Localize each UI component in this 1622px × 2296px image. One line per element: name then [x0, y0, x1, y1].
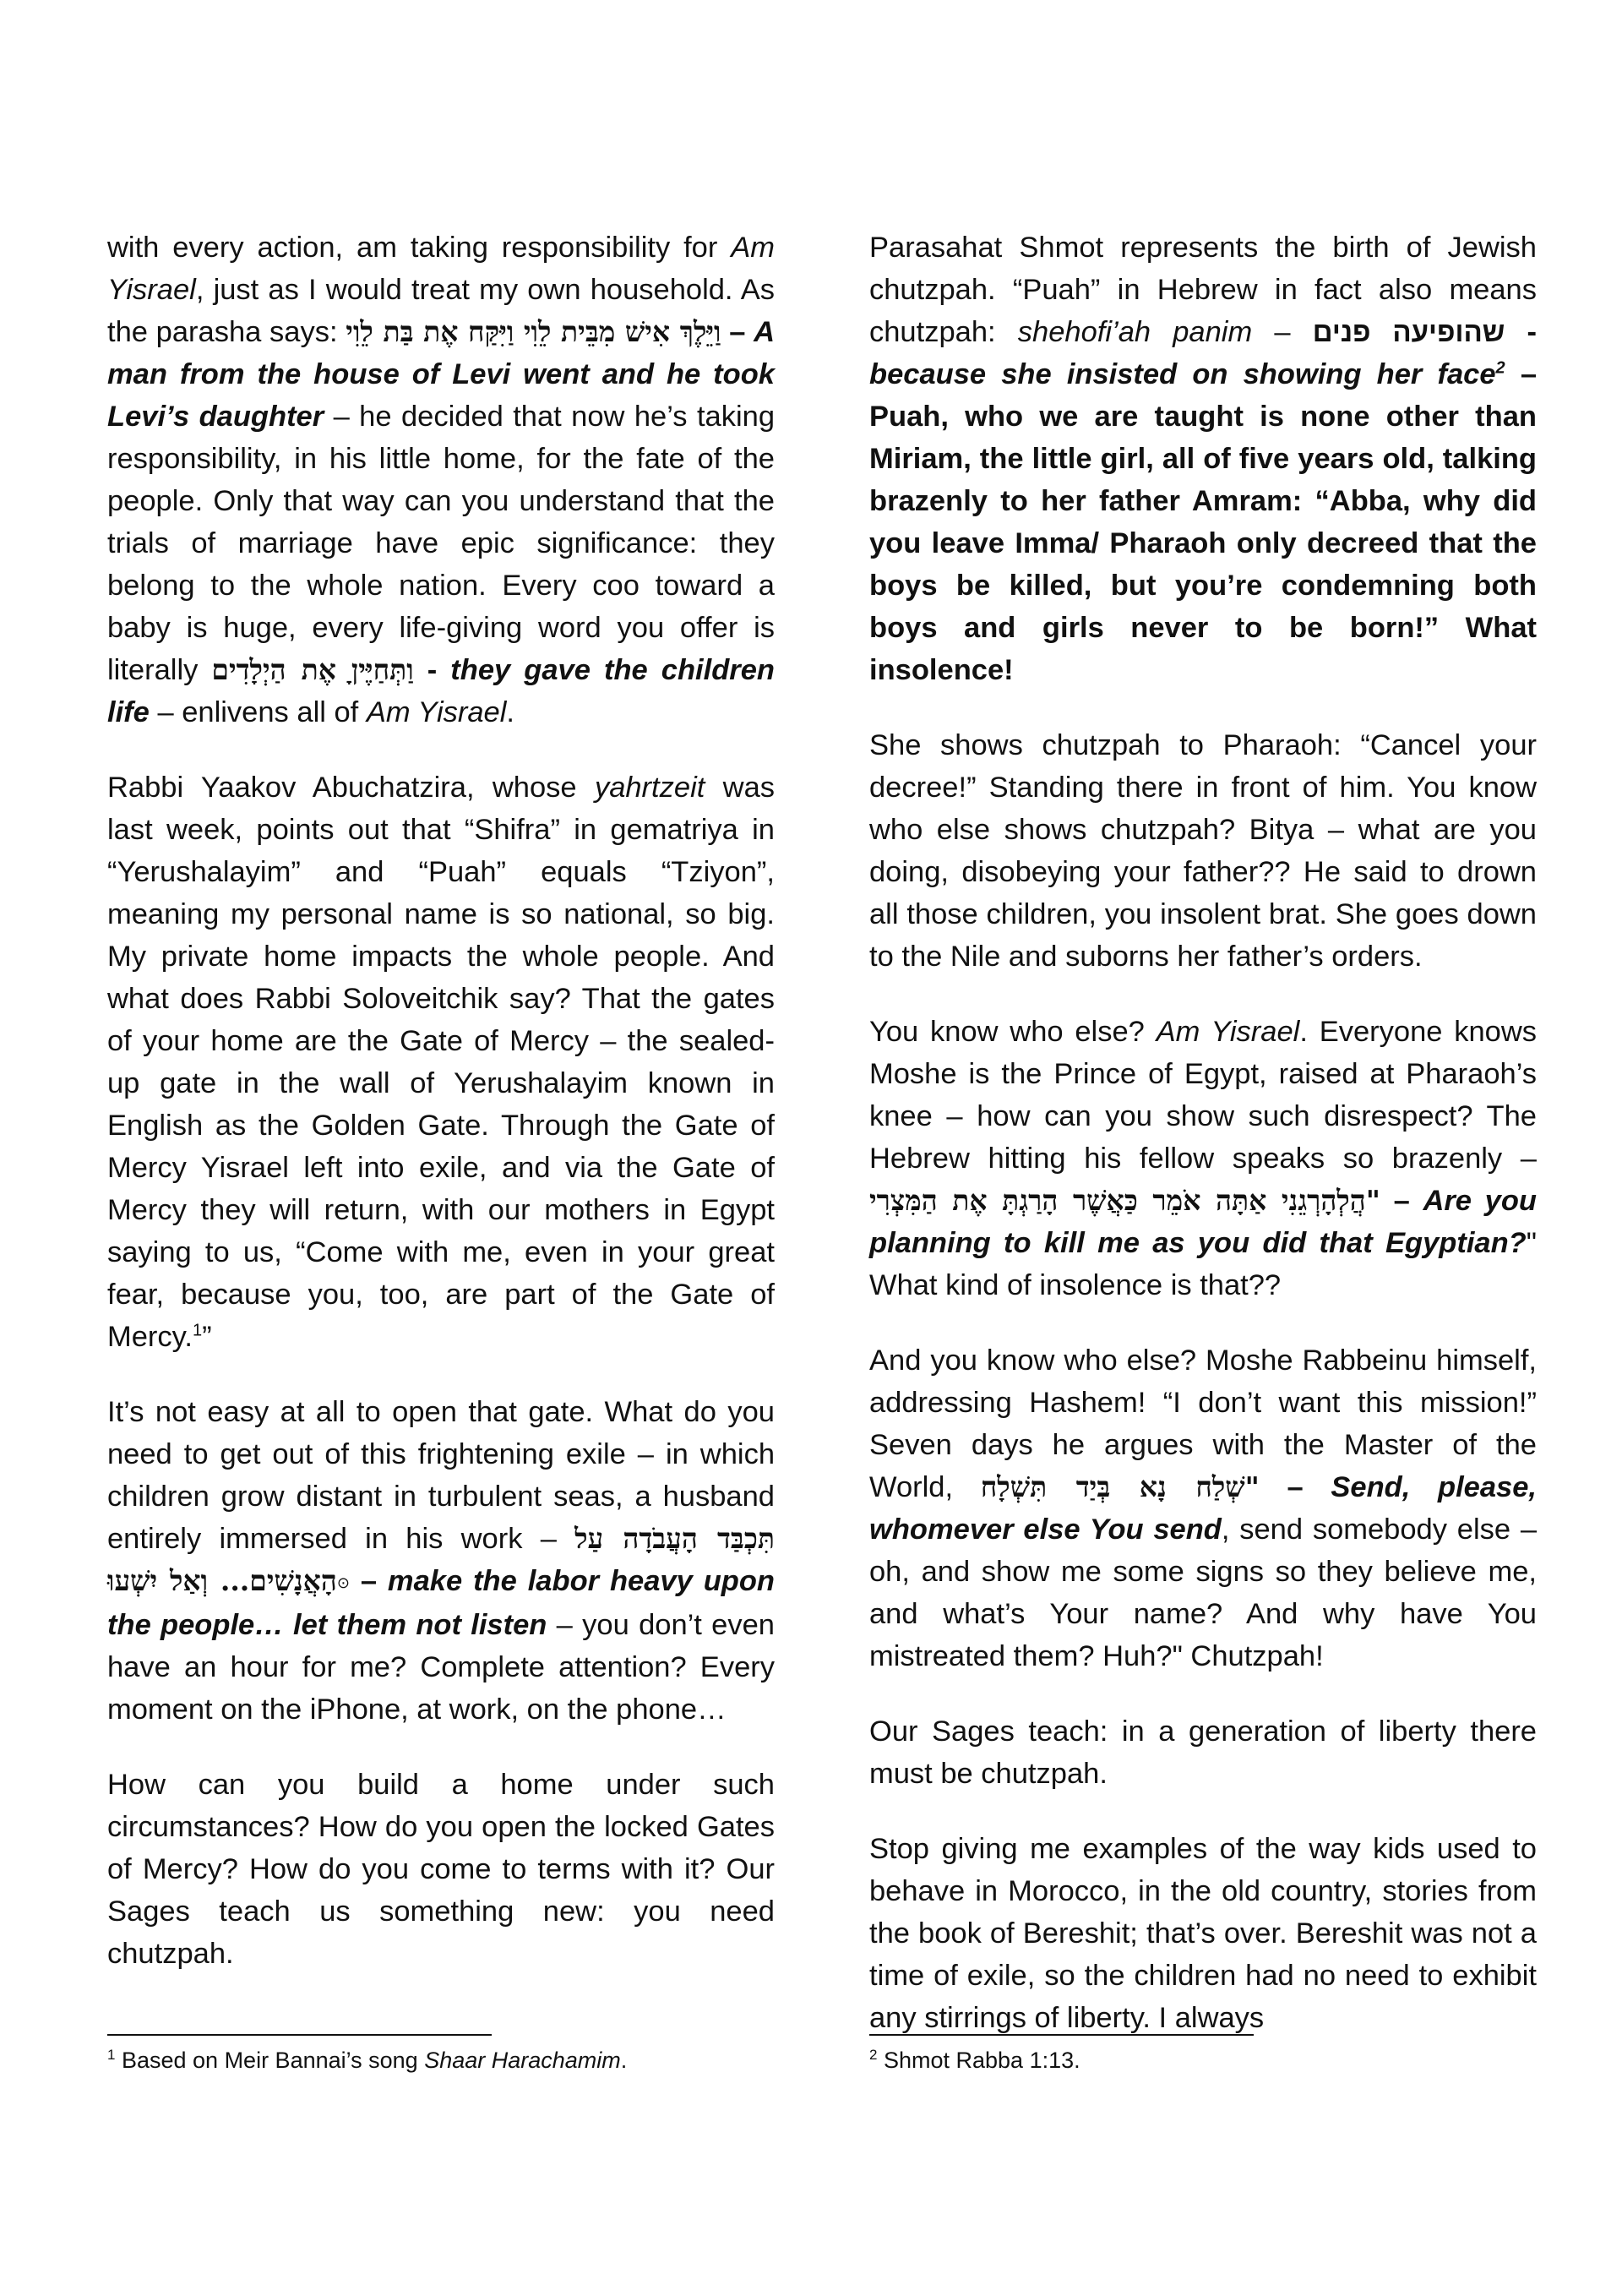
paragraph: with every action, am taking responsibility for Am Yisrael, just as I would treat my own household. As the parasha says: וַיֵּלֶךְ אִישׁ מִבֵּית לֵוִי וַיִּקַּח אֶת בַּת לֵוִי – A man from the house of Levi went and he took Levi’s daughter – he decided that now he’s taking responsibility, in his little home, for the fate of the people. Only that way can you understand that the trials of marriage have epic significance: they belong to the whole nation. Every coo toward a baby is huge, every life-giving word you offer is literally וַתְּחַיֶּיןָ אֶת הַיְלָדִים - they gave the children life – enlivens all of Am Yisrael.	[107, 232, 776, 728]
footnote-divider	[107, 2034, 492, 2036]
hebrew-quote: וַיֵּלֶךְ אִישׁ מִבֵּית לֵוִי וַיִּקַּח אֶת בַּת לֵוִי	[346, 315, 721, 348]
hebrew-quote: תִּכְבַּד הָעֲבֹדָה עַל הָאֲנָשִׁים... וְאַל יִשְׁעוּ	[107, 1522, 775, 1597]
footnote-ref[interactable]: 2	[1495, 358, 1505, 378]
circle-mark-icon: ⊙	[336, 1573, 350, 1591]
hebrew-quote: וַתְּחַיֶּיןָ אֶת הַיְלָדִים	[211, 653, 414, 686]
italic-term: shehofi’ah panim	[1017, 316, 1253, 348]
paragraph: You know who else? Am Yisrael. Everyone knows Moshe is the Prince of Egypt, raised at Pharaoh’s knee – how can you show such disrespect? The Hebrew hitting his fellow speaks so brazenly – "הֲלְהָרְגֵנִי אַתָּה אֹמֵר כַּאֲשֶׁר הָרַגְתָּ אֶת הַמִּצְרִי – Are you planning to kill me as you did that Egyptian?" What kind of insolence is that??	[869, 1016, 1538, 1301]
paragraph: It’s not easy at all to open that gate. What do you need to get out of this frightening exile – in which children grow distant in turbulent seas, a husband entirely immersed in his work – תִּכְבַּד הָעֲבֹדָה עַל הָאֲנָשִׁים... וְאַל יִשְׁעוּ⊙ – make the labor heavy upon the people… let them not listen – you don’t even have an hour for me? Complete attention? Every moment on the iPhone, at work, on the phone…	[107, 1396, 776, 1726]
italic-term: Am Yisrael	[107, 232, 775, 306]
translation: make the labor heavy upon the people… let them not listen	[107, 1565, 776, 1641]
paragraph: Stop giving me examples of the way kids used to behave in Morocco, in the old country, stories from the book of Bereshit; that’s over. Bereshit was not a time of exile, so the children had no need to exhibit any stirrings of liberty. I always	[869, 1833, 1537, 2034]
italic-term: Shaar Harachamim	[424, 2048, 621, 2073]
paragraph: And you know who else? Moshe Rabbeinu himself, addressing Hashem! “I don’t want this mission!” Seven days he argues with the Master of the World, "שְׁלַח נָא בְּיַד תִּשְׁלָח – Send, please, whomever else You send, send somebody else – oh, and show me some signs so they believe me, and what’s Your name? And why have You mistreated them? Huh?" Chutzpah!	[869, 1344, 1538, 1672]
italic-term: Am Yisrael	[366, 696, 507, 728]
footnote-number: 1	[107, 2047, 116, 2063]
italic-term: yahrtzeit	[594, 772, 705, 804]
footnote: $^1$ Based on Meir Bannai’s song Shaar Harachamim.	[107, 2047, 628, 2073]
translation: they gave the children life	[107, 654, 775, 728]
footnote-number: 2	[869, 2047, 878, 2063]
hebrew-quote: שהופיעה פנים	[1312, 316, 1505, 347]
footnote-divider	[869, 2034, 1254, 2036]
translation: because she insisted on showing her face	[869, 358, 1496, 390]
left-column	[107, 226, 775, 1975]
hebrew-quote: "שְׁלַח נָא בְּיַד תִּשְׁלָח	[980, 1470, 1260, 1503]
paragraph: Our Sages teach: in a generation of liberty there must be chutzpah.	[869, 1715, 1537, 1790]
footnote-ref[interactable]: 1	[192, 1321, 203, 1340]
paragraph: How can you build a home under such circumstances? How do you open the locked Gates of Mercy? How do you come to terms with it? Our Sages teach us something new: you need chutzpah.	[107, 1768, 775, 1970]
paragraph: Parasahat Shmot represents the birth of Jewish chutzpah. “Puah” in Hebrew in fact also means chutzpah: shehofi’ah panim – שהופיעה פנים - because she insisted on showing her face$^2$ – Puah, who we are taught is none other than Miriam, the little girl, all of five years old, talking brazenly to her father Amram: “Abba, why did you leave Imma/ Pharaoh only decreed that the boys be killed, but you’re condemning both boys and girls never to be born!” What insolence!	[869, 232, 1538, 686]
translation: Send, please, whomever else You send	[869, 1471, 1538, 1546]
translation: A man from the house of Levi went and he took Levi’s daughter	[107, 316, 776, 433]
right-column	[869, 226, 1537, 2039]
paragraph: Rabbi Yaakov Abuchatzira, whose yahrtzeit was last week, points out that “Shifra” in gematriya in “Yerushalayim” and “Puah” equals “Tziyon”, meaning my personal name is so national, so big. My private home impacts the whole people. And what does Rabbi Soloveitchik say? That the gates of your home are the Gate of Mercy – the sealed-up gate in the wall of Yerushalayim known in English as the Golden Gate. Through the Gate of Mercy Yisrael left into exile, and via the Gate of Mercy they will return, with our mothers in Egypt saying to us, “Come with me, even in your great fear, because you, too, are part of the Gate of Mercy.$^1$”	[107, 772, 776, 1353]
italic-term: Am Yisrael	[1156, 1016, 1300, 1048]
footnote: $^2$ Shmot Rabba 1:13.	[869, 2047, 1080, 2073]
translation: Are you planning to kill me as you did that Egyptian?	[869, 1185, 1538, 1259]
paragraph: She shows chutzpah to Pharaoh: “Cancel your decree!” Standing there in front of him. You know who else shows chutzpah? Bitya – what are you doing, disobeying your father?? He said to drown all those children, you insolent brat. She goes down to the Nile and suborns her father’s orders.	[869, 729, 1537, 973]
hebrew-quote: "הֲלְהָרְגֵנִי אַתָּה אֹמֵר כַּאֲשֶׁר הָרַגְתָּ אֶת הַמִּצְרִי	[869, 1184, 1380, 1217]
